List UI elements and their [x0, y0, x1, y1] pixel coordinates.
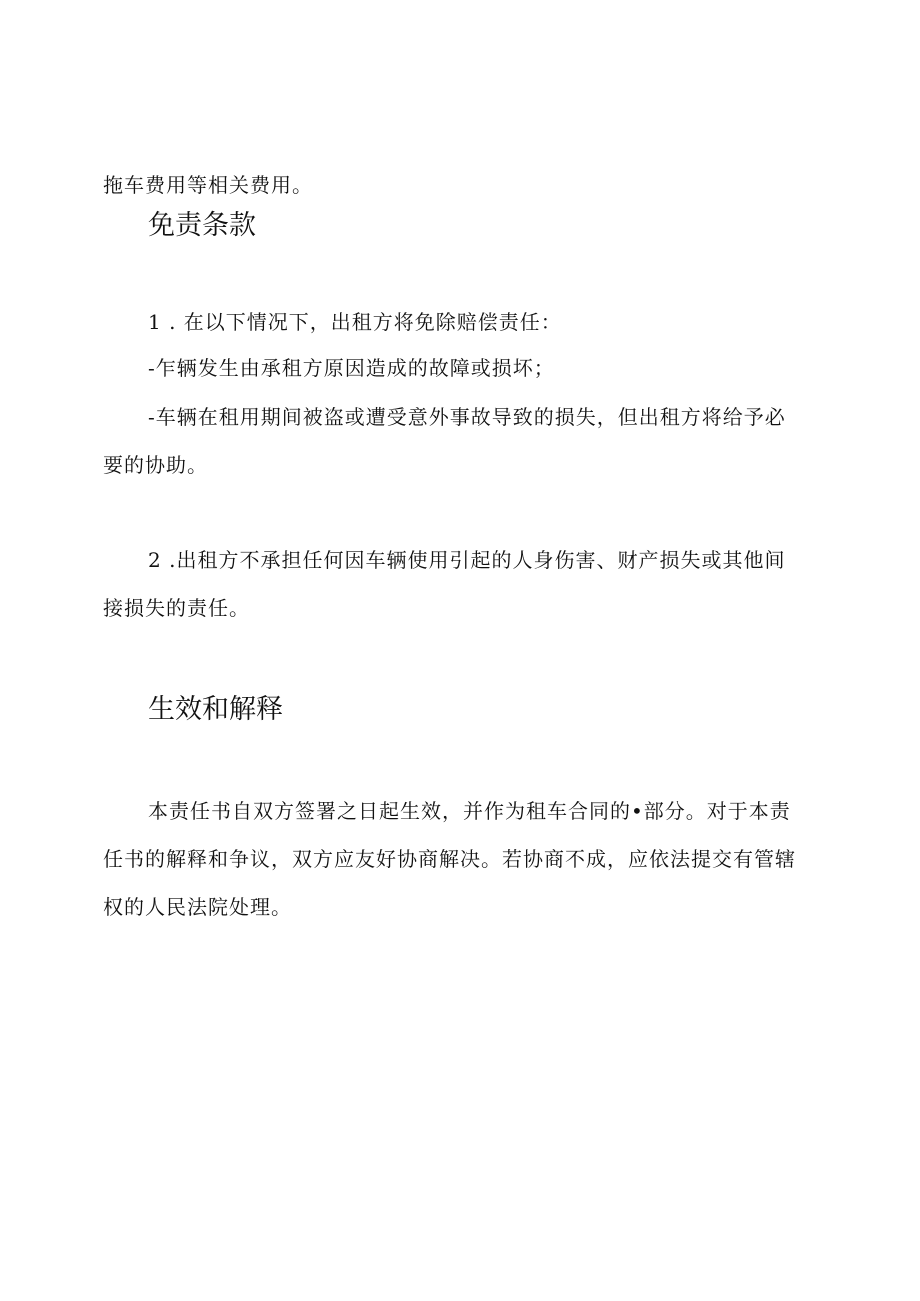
heading-effect-interpretation: 生效和解释 [148, 694, 283, 725]
effect-paragraph-line-2: 任书的解释和争议，双方应友好协商解决。若协商不成，应依法提交有管辖 [103, 847, 796, 871]
continuation-text: 拖车费用等相关费用。 [103, 173, 313, 197]
effect-paragraph-line-1: 本责任书自双方签署之日起生效，并作为租车合同的•部分。对于本责 [148, 799, 791, 823]
disclaimer-item-2-line-1: 2 .出租方不承担任何因车辆使用引起的人身伤害、财产损失或其他间 [148, 548, 786, 572]
disclaimer-item-1-bullet-2-line-2: 要的协助。 [103, 453, 208, 477]
disclaimer-item-1-bullet-2-line-1: -车辆在租用期间被盗或遭受意外事故导致的损失，但出租方将给予必 [148, 405, 786, 429]
heading-disclaimer: 免责条款 [148, 210, 256, 241]
effect-paragraph-line-3: 权的人民法院处理。 [103, 895, 292, 919]
disclaimer-item-1-bullet-1: -乍辆发生由承租方原因造成的故障或损坏； [148, 356, 555, 380]
disclaimer-item-2-line-2: 接损失的责任。 [103, 596, 250, 620]
disclaimer-item-1-intro: 1 . 在以下情况下，出租方将免除赔偿责任： [148, 310, 562, 334]
